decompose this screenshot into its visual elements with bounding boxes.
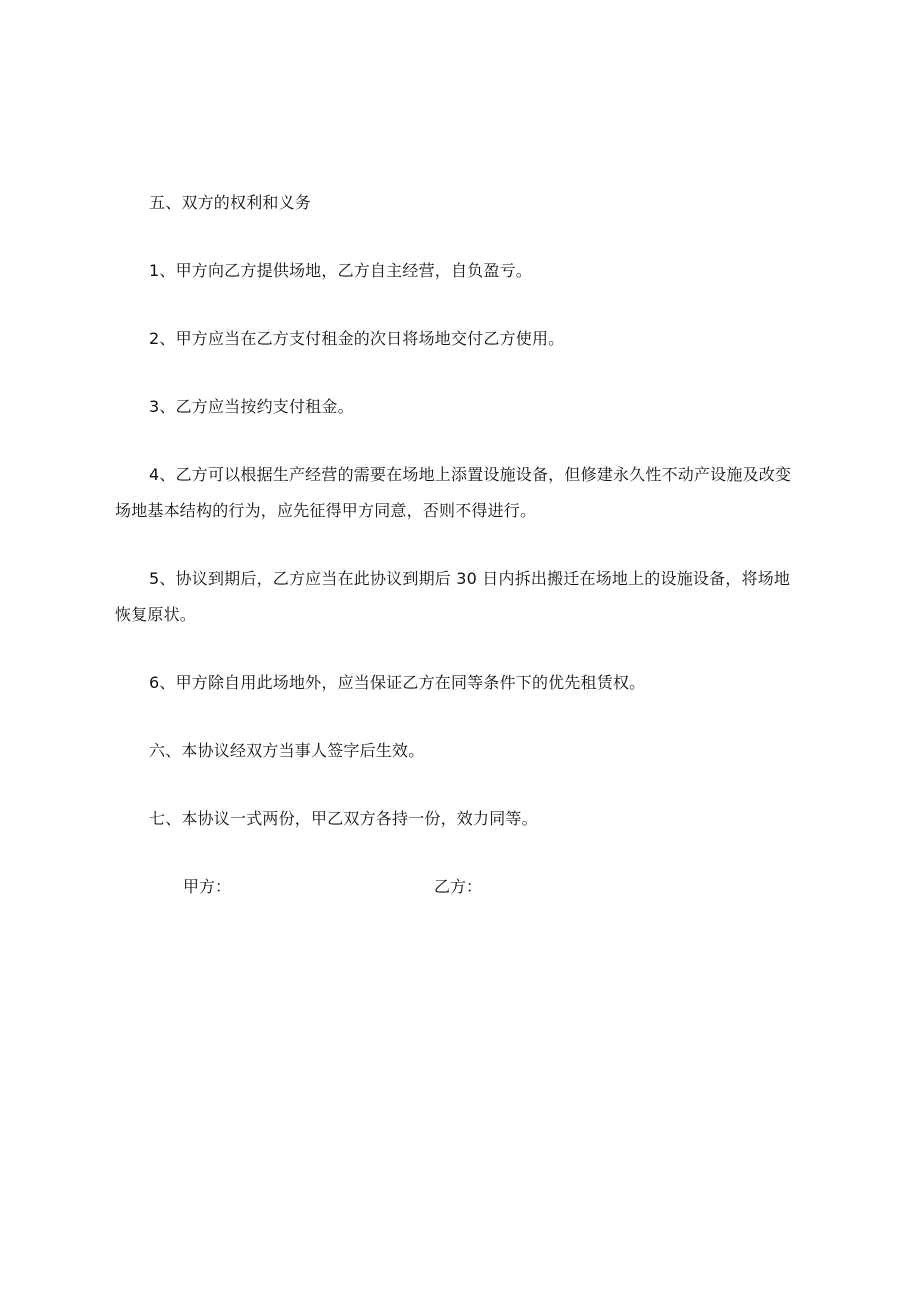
section-copies: 七、本协议一式两份，甲乙双方各持一份，效力同等。 <box>149 809 538 828</box>
document-body <box>115 185 805 905</box>
clause-2: 2、甲方应当在乙方支付租金的次日将场地交付乙方使用。 <box>149 329 565 348</box>
section-effective: 六、本协议经双方当事人签字后生效。 <box>149 741 425 760</box>
clause-1: 1、甲方向乙方提供场地，乙方自主经营，自负盈亏。 <box>149 261 532 280</box>
clause-4: 4、乙方可以根据生产经营的需要在场地上添置设施设备，但修建永久性不动产设施及改变场地基本结构的行为，应先征得甲方同意，否则不得进行。 <box>115 465 792 520</box>
clause-3: 3、乙方应当按约支付租金。 <box>149 397 354 416</box>
signature-row <box>115 869 805 905</box>
section-heading-rights: 五、双方的权利和义务 <box>149 193 312 212</box>
clause-6: 6、甲方除自用此场地外，应当保证乙方在同等条件下的优先租赁权。 <box>149 673 646 692</box>
party-b-signature-label: 乙方： <box>434 877 483 896</box>
clause-5: 5、协议到期后，乙方应当在此协议到期后 30 日内拆出搬迁在场地上的设施设备，将场地恢复原状。 <box>115 569 791 624</box>
party-a-signature-label: 甲方： <box>183 877 232 896</box>
